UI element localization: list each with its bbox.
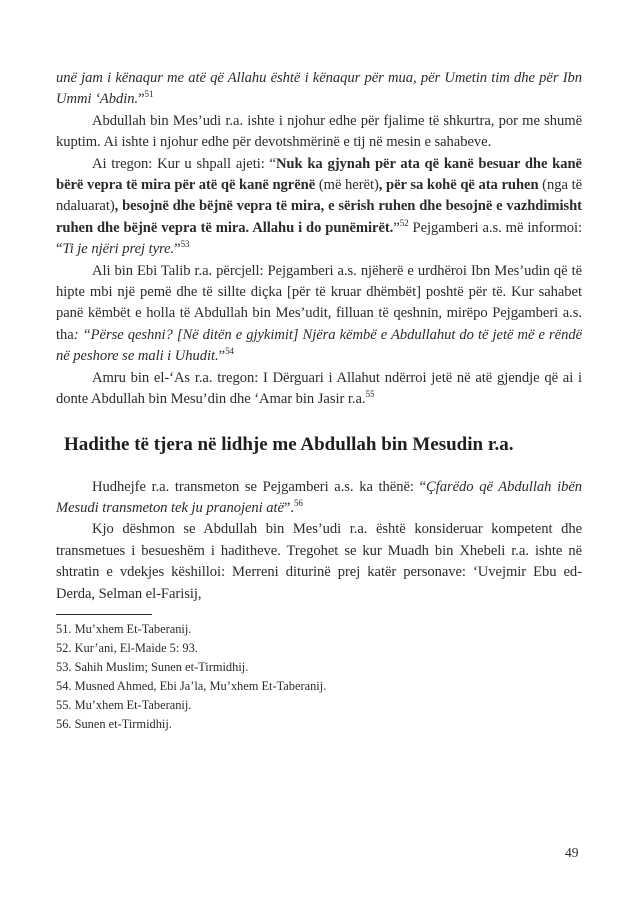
bold-segment: , për sa kohë që ata ruhen <box>378 177 539 194</box>
text-segment: ” <box>393 219 400 236</box>
text-segment: (nga të ndaluarat) <box>56 177 582 215</box>
page-number: 49 <box>565 845 579 860</box>
paragraph-5 <box>56 368 582 411</box>
text-segment: ” <box>174 241 181 258</box>
page-body <box>56 68 582 734</box>
quote-text: unë jam i kënaqur me atë që Allahu është i kënaqur për mua, për Umetin tim dhe për Ibn Ummi ‘Abdin. <box>56 70 582 108</box>
footnote-53: 53. Sahih Muslim; Sunen et-Tirmidhij. <box>56 659 249 674</box>
footnote-ref-54: 54 <box>225 346 234 357</box>
footnote-52: 52. Kur’ani, El-Maide 5: 93. <box>56 640 198 655</box>
bold-segment: Nuk ka gjynah për ata që kanë besuar dhe kanë bërë vepra të mira për atë që kanë ngrënë <box>56 155 582 194</box>
text-segment: (më herët) <box>315 177 379 194</box>
section-heading: Hadithe të tjera në lidhje me Abdullah bin Mesudin r.a. <box>64 433 514 455</box>
text-segment: ”. <box>283 499 294 516</box>
footnote-51: 51. Mu’xhem Et-Taberanij. <box>56 621 192 636</box>
footnote-ref-53: 53 <box>180 239 190 250</box>
bold-segment: , besojnë dhe bëjnë vepra të mira, e sërish ruhen dhe besojnë e vazhdimisht ruhen dhe bëjnë vepra të mira. Allahu i do punëmirët. <box>56 198 582 236</box>
text-segment: Ali bin Ebi Talib r.a. përcjell: Pejgamberi a.s. njëherë e urdhëroi Ibn Mes’udin që të hipte mbi një pemë dhe të sillte diçka [për të kruar dhëmbët] poshtë për të. Kur sahabet panë këmbët e holla të Abdullah bin Mes’udit, filluan të qeshnin, mirëpo Pejgamberi a.s. tha <box>56 262 582 343</box>
paragraph-3 <box>56 154 582 261</box>
footnote-ref-51: 51 <box>144 89 154 100</box>
footnote-55: 55. Mu’xhem Et-Taberanij. <box>56 697 192 712</box>
footnote-divider <box>56 614 152 615</box>
quote-close: ” <box>138 91 145 108</box>
footnote-ref-55: 55 <box>365 389 375 400</box>
quote-text: : “Përse qeshni? [Në ditën e gjykimit] Njëra këmbë e Abdullahut do të jetë më e rëndë në peshore se mali i Uhudit. <box>56 326 582 365</box>
footnote-56: 56. Sunen et-Tirmidhij. <box>56 716 172 731</box>
footnote-ref-52: 52 <box>399 217 409 228</box>
paragraph-6 <box>56 477 582 520</box>
text-segment: Hudhejfe r.a. transmeton se Pejgamberi a.s. ka thënë: “ <box>92 478 427 495</box>
footnotes <box>56 620 582 734</box>
text-segment: Ai tregon: Kur u shpall ajeti: “ <box>92 155 276 172</box>
text-segment: Amru bin el-‘As r.a. tregon: I Dërguari i Allahut ndërroi jetë në atë gjendje që ai i donte Abdullah bin Mesu’din dhe ‘Amar bin Jasir r.a. <box>56 369 582 408</box>
text-segment: ” <box>218 348 226 365</box>
quote-text: Çfarëdo që Abdullah ibën Mesudi transmeton tek ju pranojeni atë <box>56 478 582 516</box>
paragraph-1 <box>56 68 582 111</box>
paragraph-2: Abdullah bin Mes’udi r.a. ishte i njohur edhe për fjalime të shkurtra, por me shumë kuptim. Ai ishte i njohur edhe për devotshmërinë e tij në mesin e sahabeve. <box>56 112 582 151</box>
paragraph-4 <box>56 261 582 368</box>
paragraph-7: Kjo dëshmon se Abdullah bin Mes’udi r.a. është konsideruar kompetent dhe transmetues i besueshëm i haditheve. Tregohet se kur Muadh bin Xhebeli r.a. ishte në shtratin e vdekjes këshilloi: Merreni diturinë prej katër personave: ‘Uvejmir Ebu ed-Derda, Selman el-Farisij, <box>56 521 582 602</box>
footnote-ref-56: 56 <box>293 497 303 508</box>
text-segment: Pejgamberi a.s. më informoi: “ <box>56 219 582 258</box>
quote-text: Ti je njëri prej tyre. <box>62 241 175 258</box>
footnote-54: 54. Musned Ahmed, Ebi Ja’la, Mu’xhem Et-Taberanij. <box>56 678 327 693</box>
